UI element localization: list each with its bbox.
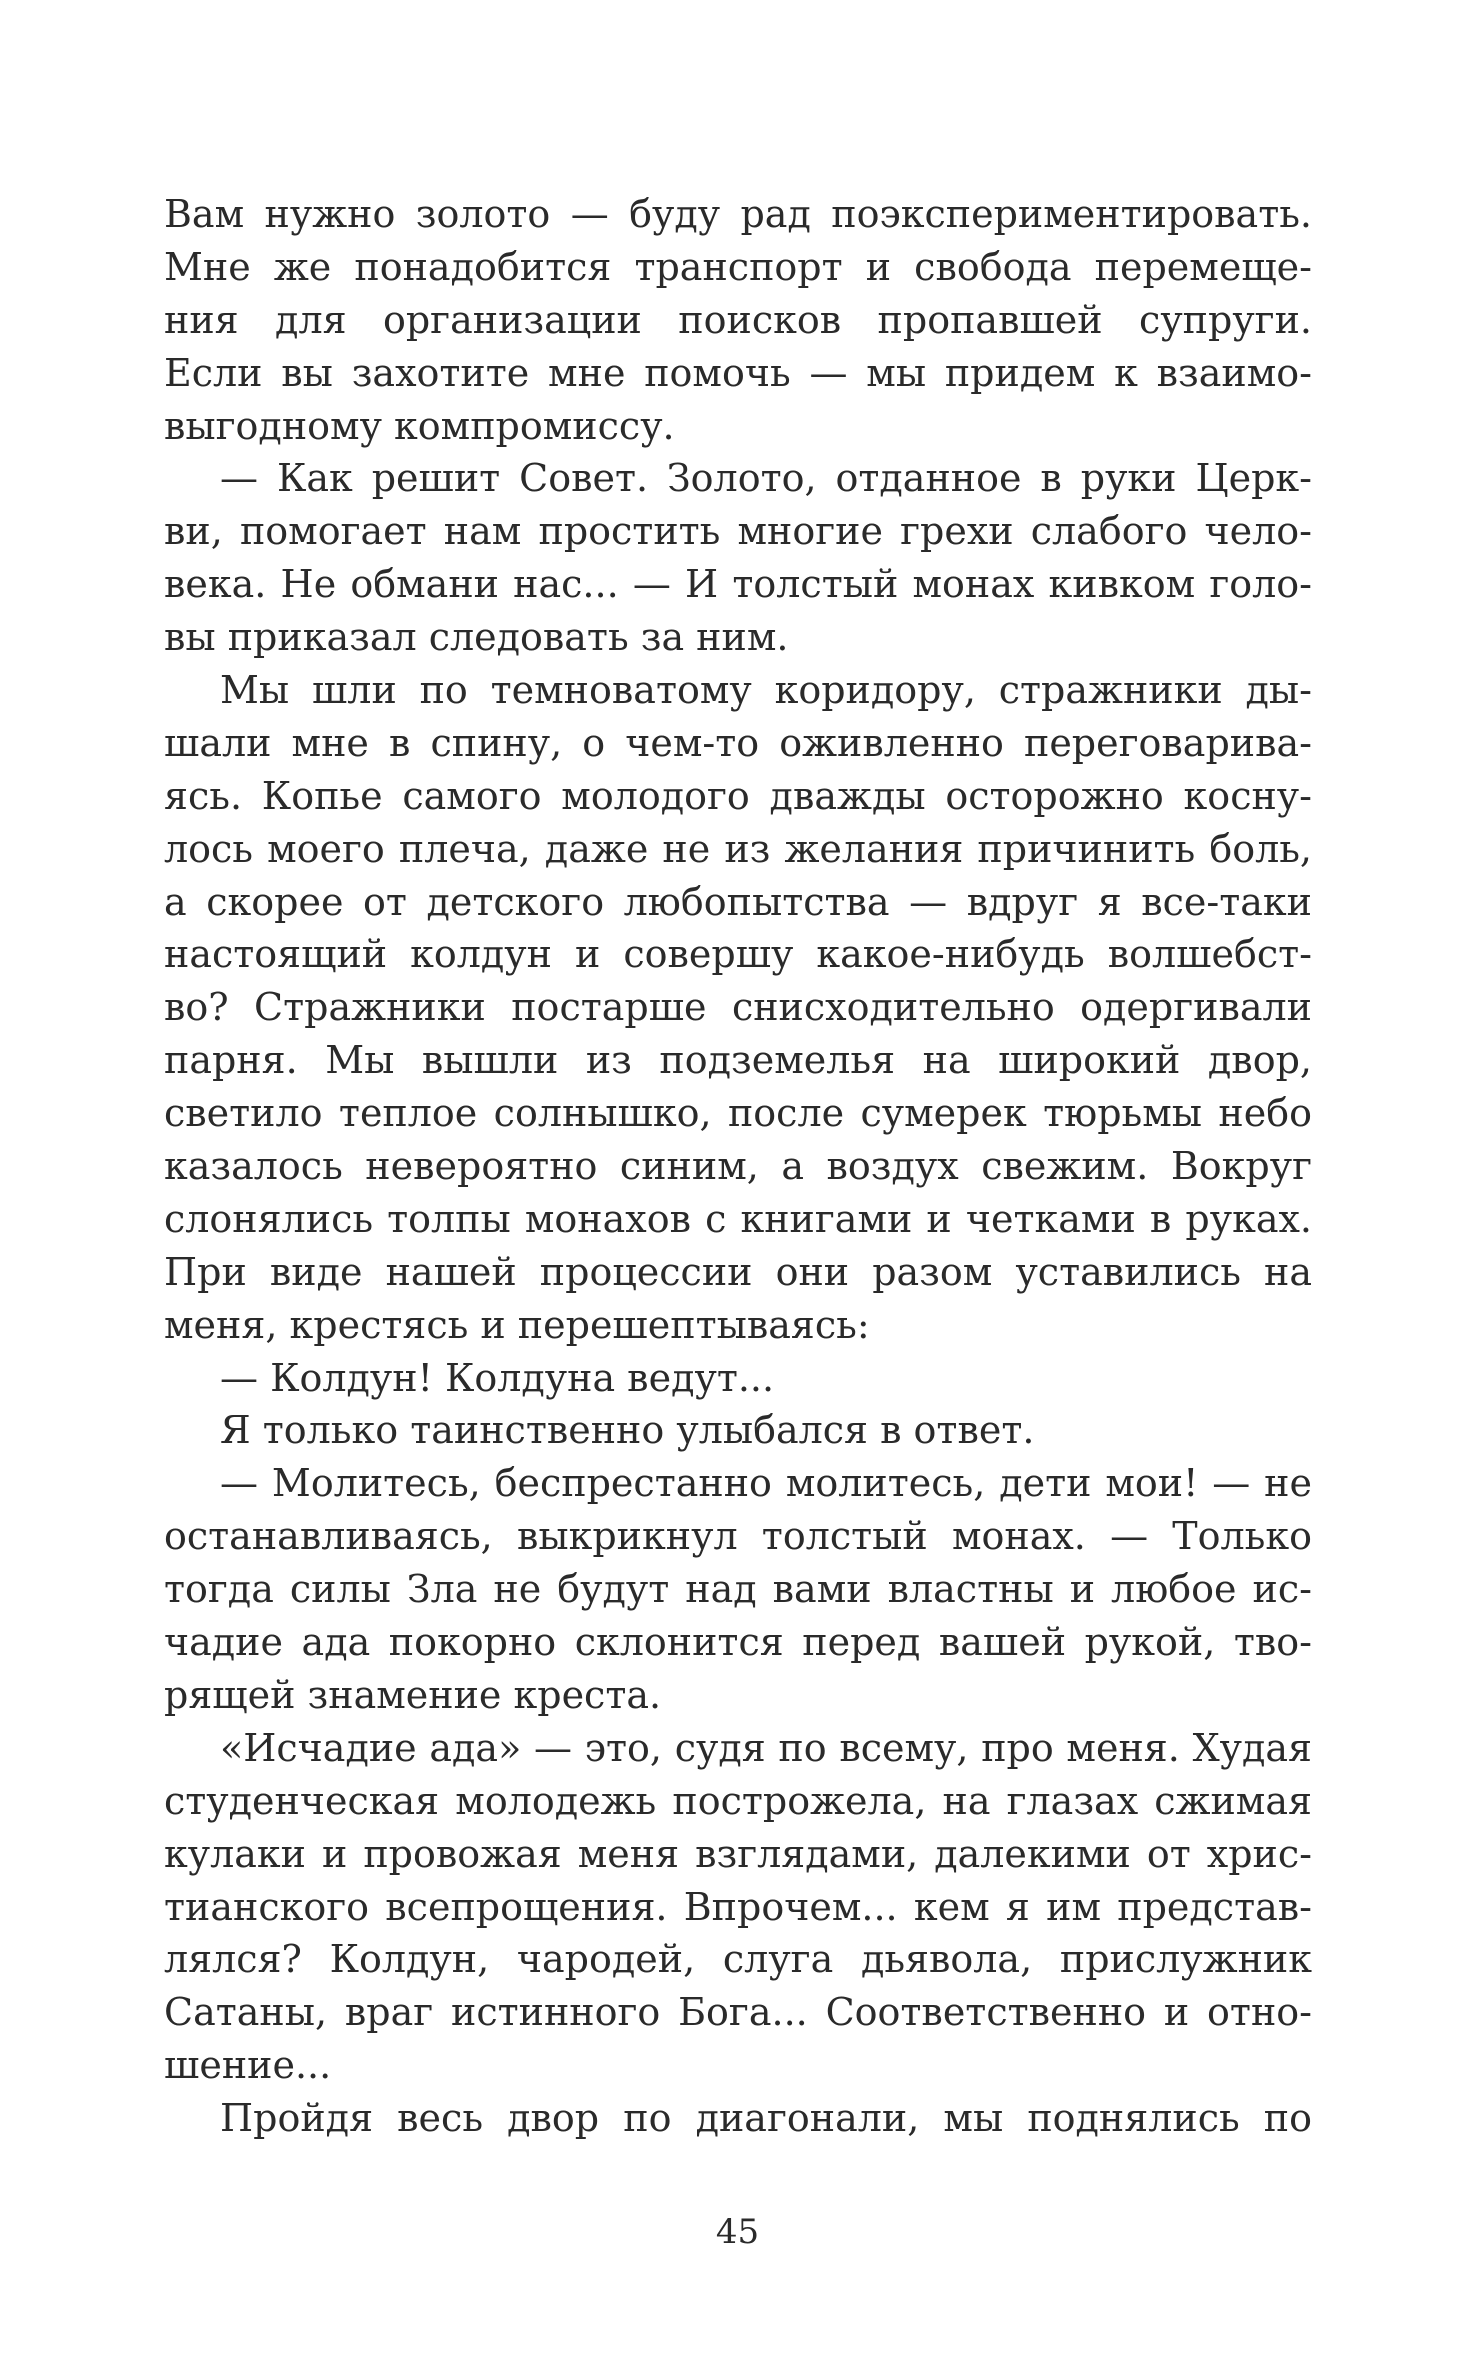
text-line: парня. Мы вышли из подземелья на широкий двор, (164, 1038, 1312, 1083)
text-line: настоящий колдун и совершу какое-нибудь волшебст- (164, 932, 1312, 977)
text-line: слонялись толпы монахов с книгами и четками в руках. (164, 1196, 1312, 1241)
text-line: Пройдя весь двор по диагонали, мы поднялись по (220, 2096, 1312, 2141)
text-line: вы приказал следовать за ним. (164, 615, 789, 660)
text-line: кулаки и провожая меня взглядами, далекими от хрис- (164, 1831, 1312, 1876)
text-line: ви, помогает нам простить многие грехи слабого чело- (164, 509, 1312, 554)
text-line: рящей знамение креста. (164, 1672, 662, 1717)
text-line: во? Стражники постарше снисходительно одергивали (164, 985, 1312, 1030)
text-line: Если вы захотите мне помочь — мы придем к взаимо- (164, 350, 1312, 395)
text-line: — Колдун! Колдуна ведут... (220, 1355, 775, 1400)
text-line: тианского всепрощения. Впрочем... кем я им представ- (164, 1884, 1312, 1929)
text-line: — Как решит Совет. Золото, отданное в руки Церк- (220, 456, 1312, 501)
text-line: — Молитесь, беспрестанно молитесь, дети мои! — не (220, 1461, 1312, 1506)
book-page-text (164, 188, 1312, 2148)
text-line: Вам нужно золото — буду рад поэкспериментировать. (164, 192, 1312, 236)
text-line: Мы шли по темноватому коридору, стражники ды- (220, 668, 1312, 713)
text-line: шали мне в спину, о чем-то оживленно переговарива- (164, 720, 1312, 765)
text-line: Я только таинственно улыбался в ответ. (220, 1408, 1035, 1453)
text-line: выгодному компромиссу. (164, 403, 675, 448)
page-number: 45 (715, 2212, 760, 2252)
text-line: ясь. Копье самого молодого дважды осторожно косну- (164, 773, 1312, 818)
text-line: При виде нашей процессии они разом уставились на (164, 1249, 1312, 1294)
text-line: меня, крестясь и перешептываясь: (164, 1302, 870, 1347)
text-line: лялся? Колдун, чародей, слуга дьявола, прислужник (164, 1937, 1312, 1982)
text-line: тогда силы Зла не будут над вами властны и любое ис- (164, 1567, 1312, 1612)
text-line: лось моего плеча, даже не из желания причинить боль, (164, 826, 1312, 871)
text-line: а скорее от детского любопытства — вдруг я все-таки (164, 879, 1312, 924)
text-line: ния для организации поисков пропавшей супруги. (164, 297, 1312, 342)
text-line: чадие ада покорно склонится перед вашей рукой, тво- (164, 1620, 1312, 1665)
text-line: светило теплое солнышко, после сумерек тюрьмы небо (164, 1091, 1312, 1136)
text-line: Мне же понадобится транспорт и свобода перемеще- (164, 244, 1312, 289)
text-line: «Исчадие ада» — это, судя по всему, про меня. Худая (220, 1725, 1312, 1770)
text-line: студенческая молодежь построжела, на глазах сжимая (164, 1778, 1312, 1823)
text-line: казалось невероятно синим, а воздух свежим. Вокруг (164, 1144, 1312, 1189)
text-line: века. Не обмани нас... — И толстый монах кивком голо- (164, 562, 1312, 607)
text-line: останавливаясь, выкрикнул толстый монах. — Только (164, 1514, 1312, 1559)
text-line: Сатаны, враг истинного Бога... Соответственно и отно- (164, 1990, 1312, 2035)
text-line: шение... (164, 2043, 332, 2088)
